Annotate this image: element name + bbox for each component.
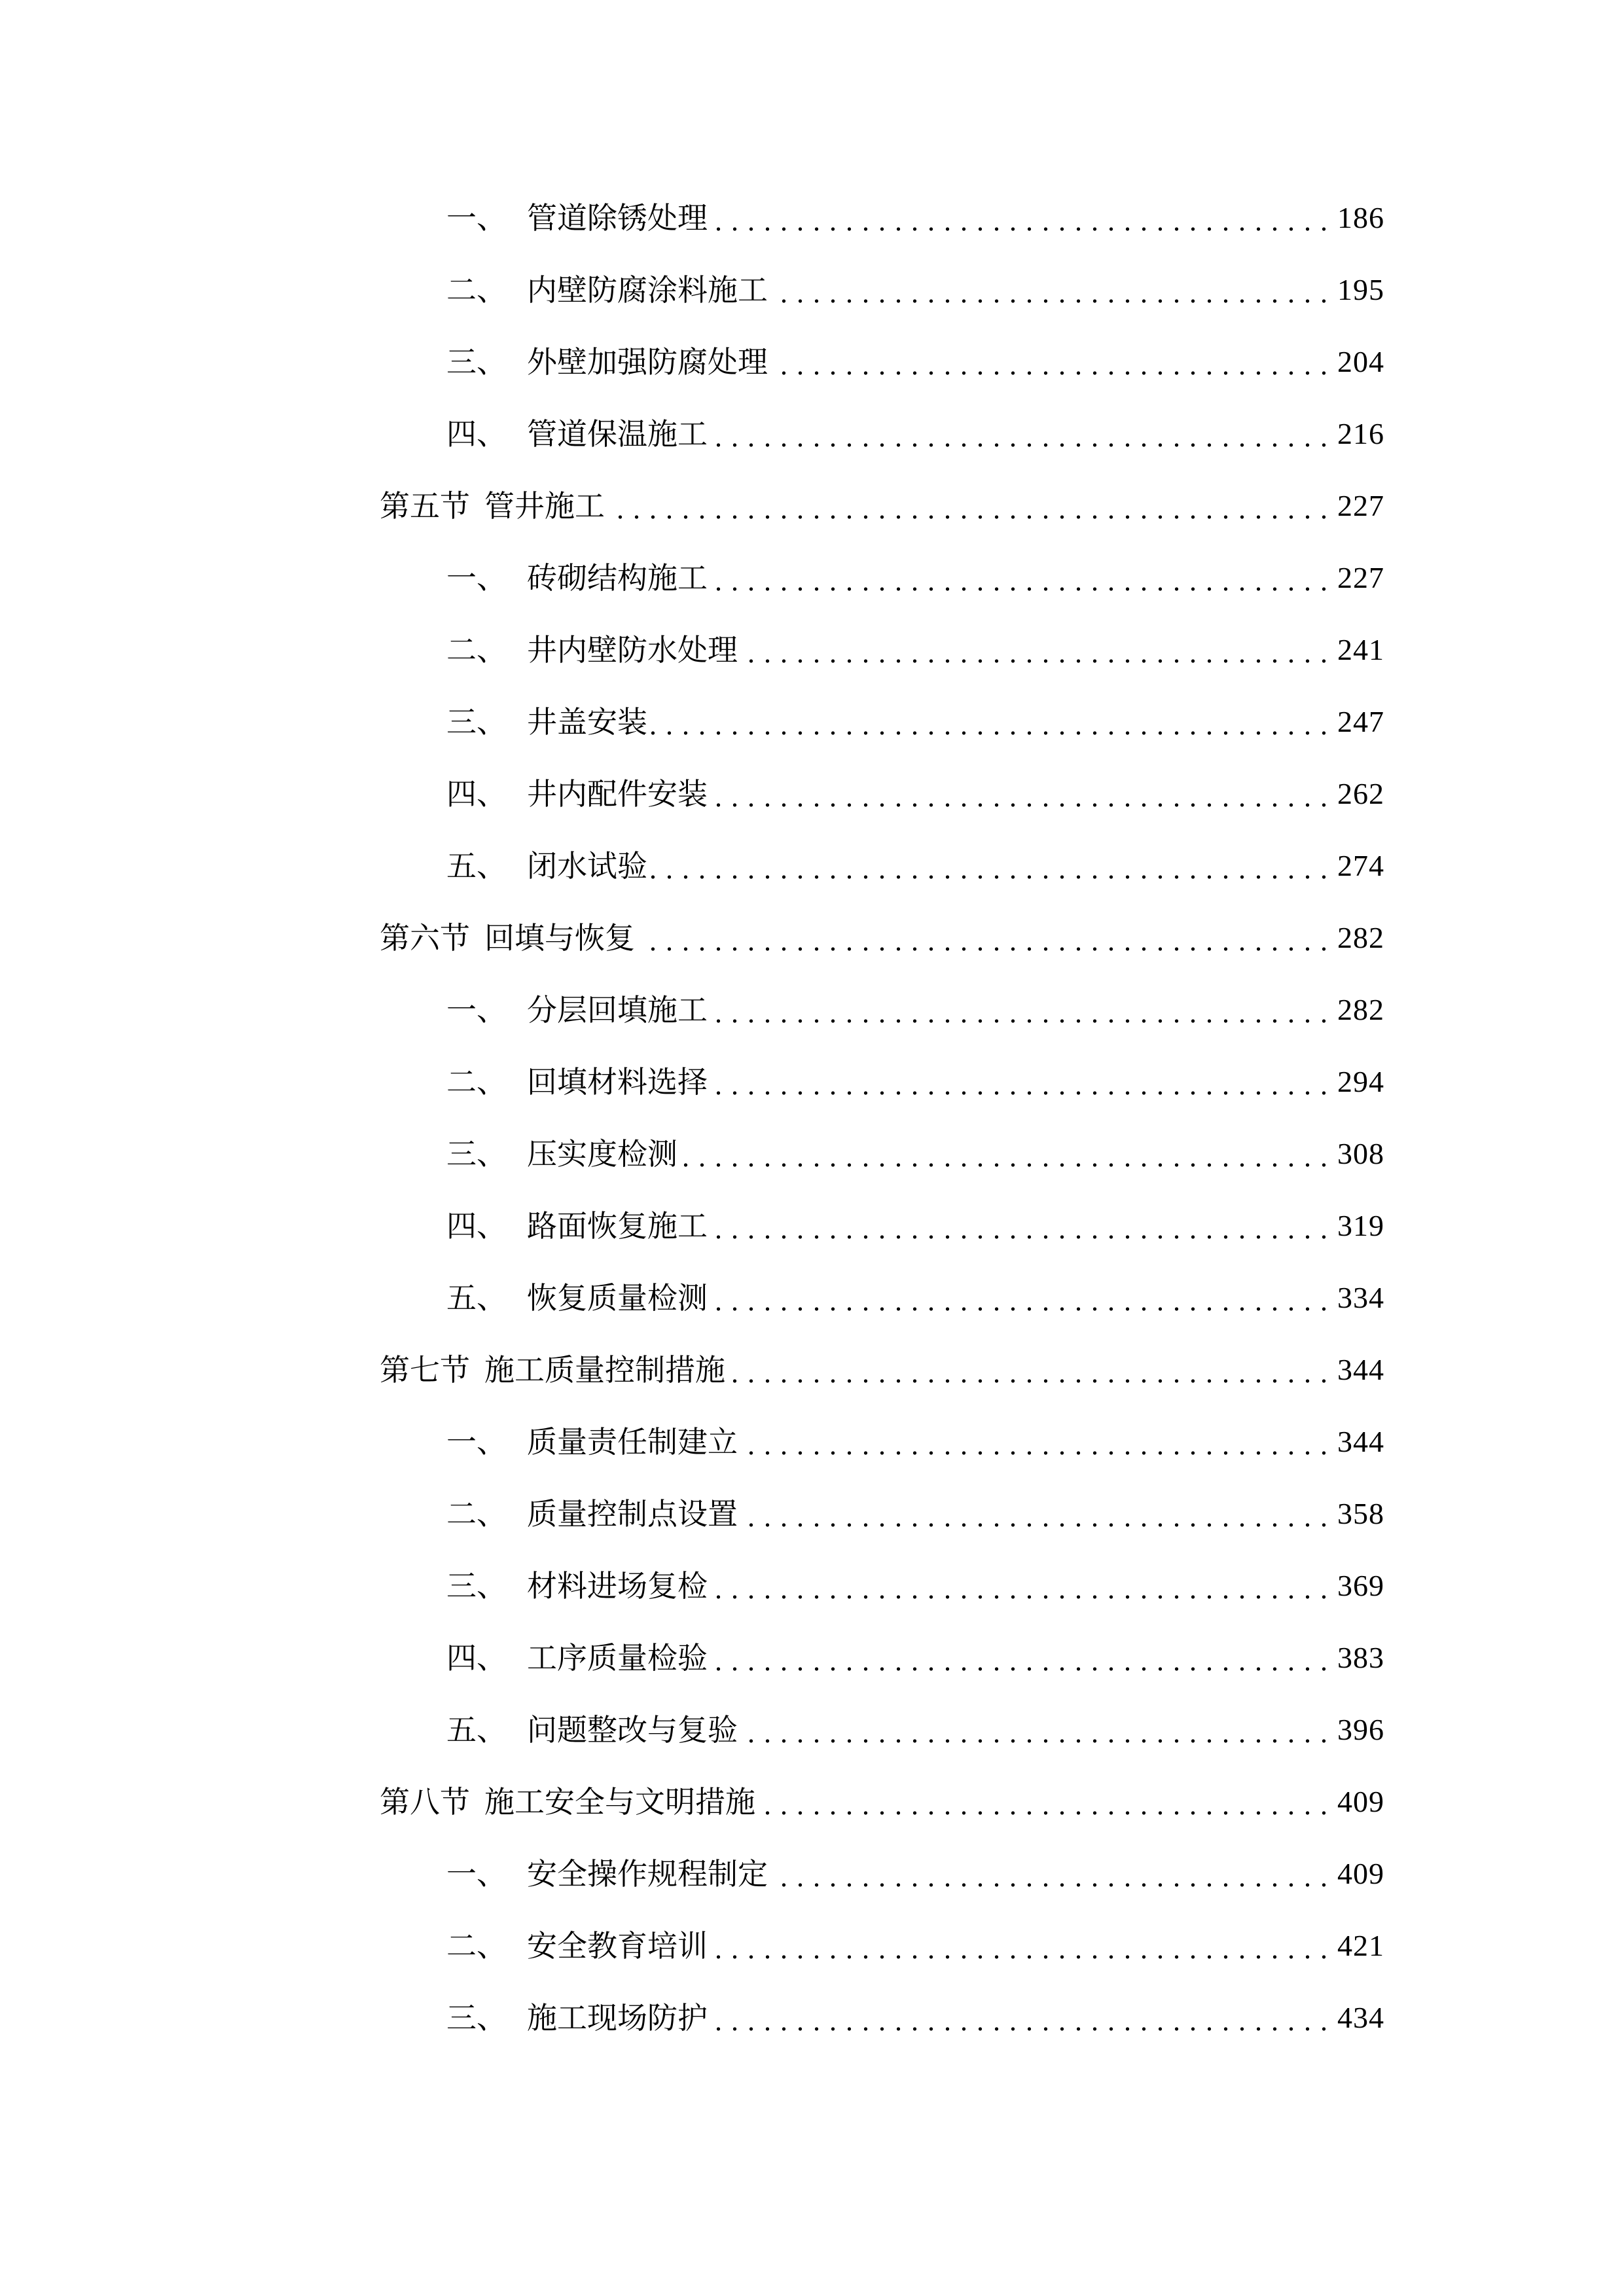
dot-leader: [759, 1776, 1332, 1828]
entry-number: 三、: [446, 704, 507, 740]
dot-leader: [651, 696, 1332, 748]
entry-title: 管道除锈处理: [527, 200, 708, 236]
entry-number: 四、: [446, 776, 507, 812]
entry-title: 砖砌结构施工: [527, 560, 708, 596]
entry-page-number: 409: [1337, 1785, 1384, 1818]
dot-leader: [712, 552, 1332, 604]
entry-title: 问题整改与复验: [527, 1712, 738, 1748]
dot-leader: [742, 1416, 1332, 1468]
entry-title: 质量责任制建立: [527, 1424, 738, 1460]
dot-leader: [712, 1920, 1332, 1972]
entry-page-number: 247: [1337, 705, 1384, 738]
entry-number: 三、: [446, 2000, 507, 2036]
entry-page-number: 274: [1337, 849, 1384, 882]
entry-title: 安全操作规程制定: [527, 1856, 768, 1892]
toc-entry[interactable]: [446, 984, 1384, 1036]
entry-title: 内壁防腐涂料施工: [527, 272, 768, 308]
entry-number: 一、: [446, 560, 507, 596]
toc-entry[interactable]: [446, 192, 1384, 244]
toc-entry[interactable]: [446, 336, 1384, 388]
toc-entry[interactable]: [446, 1848, 1384, 1900]
entry-title: 分层回填施工: [527, 992, 708, 1028]
dot-leader: [651, 840, 1332, 892]
dot-leader: [712, 1632, 1332, 1684]
entry-title: 工序质量检验: [527, 1640, 708, 1676]
toc-entry[interactable]: [446, 624, 1384, 676]
entry-page-number: 434: [1337, 2001, 1384, 2034]
entry-page-number: 344: [1337, 1425, 1384, 1458]
entry-title: 井内壁防水处理: [527, 632, 738, 668]
entry-number: 二、: [446, 1064, 507, 1100]
dot-leader: [609, 480, 1332, 532]
toc-entry[interactable]: [446, 1920, 1384, 1972]
entry-page-number: 195: [1337, 273, 1384, 306]
entry-page-number: 421: [1337, 1929, 1384, 1962]
dot-leader: [712, 1056, 1332, 1108]
entry-number: 三、: [446, 1568, 507, 1604]
entry-page-number: 262: [1337, 777, 1384, 810]
section-title: 管井施工: [484, 488, 605, 524]
entry-number: 四、: [446, 1208, 507, 1244]
entry-title: 安全教育培训: [527, 1928, 708, 1964]
entry-page-number: 308: [1337, 1137, 1384, 1170]
entry-page-number: 319: [1337, 1209, 1384, 1242]
dot-leader: [712, 1560, 1332, 1612]
entry-number: 四、: [446, 1640, 507, 1676]
section-number: 第八节: [380, 1784, 470, 1820]
entry-title: 井内配件安装: [527, 776, 708, 812]
dot-leader: [712, 984, 1332, 1036]
entry-page-number: 204: [1337, 345, 1384, 378]
section-number: 第七节: [380, 1352, 470, 1388]
entry-number: 一、: [446, 1424, 507, 1460]
dot-leader: [712, 192, 1332, 244]
entry-number: 一、: [446, 992, 507, 1028]
dot-leader: [712, 408, 1332, 460]
entry-page-number: 216: [1337, 417, 1384, 450]
entry-page-number: 396: [1337, 1713, 1384, 1746]
dot-leader: [712, 1272, 1332, 1324]
section-title: 施工安全与文明措施: [484, 1784, 755, 1820]
entry-number: 一、: [446, 1856, 507, 1892]
entry-page-number: 186: [1337, 201, 1384, 234]
dot-leader: [772, 336, 1332, 388]
toc-entry[interactable]: [446, 1992, 1384, 2044]
entry-title: 管道保温施工: [527, 416, 708, 452]
entry-page-number: 344: [1337, 1353, 1384, 1386]
toc-entry[interactable]: [446, 768, 1384, 820]
toc-entry[interactable]: [446, 1560, 1384, 1612]
entry-number: 二、: [446, 1928, 507, 1964]
toc-entry[interactable]: [446, 1416, 1384, 1468]
entry-number: 四、: [446, 416, 507, 452]
entry-page-number: 227: [1337, 561, 1384, 594]
section-title: 回填与恢复: [484, 920, 635, 956]
dot-leader: [742, 624, 1332, 676]
entry-number: 三、: [446, 1136, 507, 1172]
toc-entry[interactable]: [446, 1488, 1384, 1540]
toc-entry[interactable]: [446, 1632, 1384, 1684]
dot-leader: [712, 768, 1332, 820]
entry-number: 五、: [446, 1712, 507, 1748]
toc-section-entry[interactable]: [380, 480, 1384, 532]
toc-entry[interactable]: [446, 408, 1384, 460]
dot-leader: [639, 912, 1332, 964]
dot-leader: [742, 1704, 1332, 1756]
entry-number: 一、: [446, 200, 507, 236]
entry-title: 外壁加强防腐处理: [527, 344, 768, 380]
dot-leader: [742, 1488, 1332, 1540]
dot-leader: [712, 1200, 1332, 1252]
entry-title: 闭水试验: [527, 848, 647, 884]
dot-leader: [712, 1992, 1332, 2044]
entry-page-number: 358: [1337, 1497, 1384, 1530]
toc-entry[interactable]: [446, 1200, 1384, 1252]
dot-leader: [729, 1344, 1332, 1396]
toc-entry[interactable]: [446, 264, 1384, 316]
entry-page-number: 282: [1337, 921, 1384, 954]
toc-entry[interactable]: [446, 840, 1384, 892]
section-number: 第五节: [380, 488, 470, 524]
entry-number: 三、: [446, 344, 507, 380]
toc-entry[interactable]: [446, 1056, 1384, 1108]
dot-leader: [681, 1128, 1332, 1180]
toc-entry[interactable]: [446, 1128, 1384, 1180]
entry-title: 井盖安装: [527, 704, 647, 740]
entry-page-number: 282: [1337, 993, 1384, 1026]
entry-page-number: 369: [1337, 1569, 1384, 1602]
dot-leader: [772, 1848, 1332, 1900]
entry-page-number: 334: [1337, 1281, 1384, 1314]
entry-number: 二、: [446, 1496, 507, 1532]
entry-title: 质量控制点设置: [527, 1496, 738, 1532]
toc-section-entry[interactable]: [380, 1344, 1384, 1396]
toc-entry[interactable]: [446, 1704, 1384, 1756]
entry-number: 二、: [446, 272, 507, 308]
entry-page-number: 409: [1337, 1857, 1384, 1890]
entry-page-number: 294: [1337, 1065, 1384, 1098]
section-number: 第六节: [380, 920, 470, 956]
entry-number: 五、: [446, 848, 507, 884]
entry-title: 路面恢复施工: [527, 1208, 708, 1244]
toc-entry[interactable]: [446, 696, 1384, 748]
dot-leader: [772, 264, 1332, 316]
entry-title: 材料进场复检: [527, 1568, 708, 1604]
entry-title: 恢复质量检测: [527, 1280, 708, 1316]
entry-page-number: 227: [1337, 489, 1384, 522]
entry-number: 五、: [446, 1280, 507, 1316]
entry-page-number: 241: [1337, 633, 1384, 666]
toc-section-entry[interactable]: [380, 1776, 1384, 1828]
entry-title: 压实度检测: [527, 1136, 677, 1172]
section-title: 施工质量控制措施: [484, 1352, 725, 1388]
entry-page-number: 383: [1337, 1641, 1384, 1674]
toc-entry[interactable]: [446, 552, 1384, 604]
entry-number: 二、: [446, 632, 507, 668]
entry-title: 施工现场防护: [527, 2000, 708, 2036]
entry-title: 回填材料选择: [527, 1064, 708, 1100]
toc-section-entry[interactable]: [380, 912, 1384, 964]
toc-entry[interactable]: [446, 1272, 1384, 1324]
